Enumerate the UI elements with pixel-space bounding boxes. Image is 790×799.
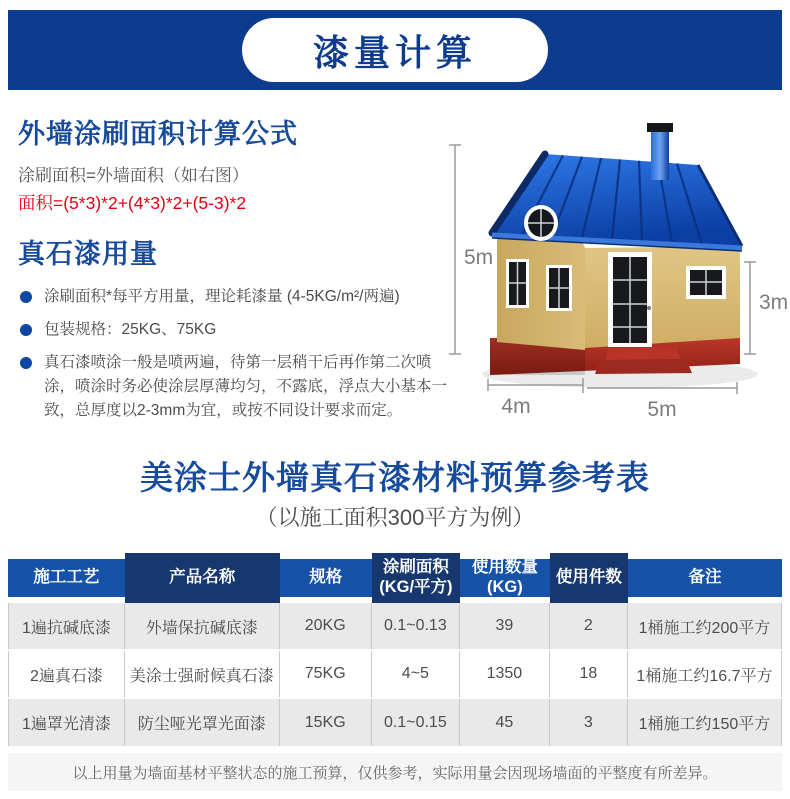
- front-window: [686, 266, 726, 299]
- formula-note: 涂刷面积=外墙面积（如右图）: [18, 166, 249, 185]
- table-header-row: [8, 553, 782, 603]
- formula-equation: 面积=(5*3)*2+(4*3)*2+(5-3)*2: [18, 193, 247, 213]
- bullet-item: 包装规格：25KG、75KG: [18, 318, 448, 342]
- footnote-text: 以上用量为墙面基材平整状态的施工预算，仅供参考，实际用量会因现场墙面的平整度有所差异。: [72, 764, 718, 782]
- dim-label-height: 5m: [464, 246, 494, 269]
- header-cell-process: 施工工艺: [8, 559, 125, 597]
- table-cell: 1350: [460, 651, 550, 697]
- gable-window: [506, 259, 529, 308]
- budget-table-title: 美涂士外墙真石漆材料预算参考表: [140, 459, 650, 496]
- chimney-cap: [647, 123, 673, 132]
- table-cell: 1遍抗碱底漆: [8, 603, 125, 649]
- table-cell: 39: [460, 603, 550, 649]
- header-cell-coverage: 涂刷面积 (KG/平方): [372, 553, 460, 603]
- table-cell: 1桶施工约200平方: [628, 603, 782, 649]
- table-cell: 外墙保抗碱底漆: [125, 603, 280, 649]
- house-illustration: [448, 112, 790, 434]
- table-cell: 1桶施工约150平方: [628, 699, 782, 746]
- header-bar: [8, 10, 782, 90]
- round-window: [524, 205, 558, 241]
- table-cell: 美涂士强耐候真石漆: [125, 651, 280, 697]
- table-cell: 0.1~0.13: [372, 603, 460, 649]
- table-cell: 1桶施工约16.7平方: [628, 651, 782, 697]
- table-cell: 防尘哑光罩光面漆: [125, 699, 280, 746]
- table-row: [8, 651, 782, 699]
- header-cell-remarks: 备注: [628, 559, 782, 597]
- house-step: [605, 347, 681, 360]
- info-column: [18, 112, 448, 432]
- house-step: [595, 359, 692, 374]
- table-cell: 75KG: [280, 651, 372, 697]
- title-pill: [242, 18, 548, 82]
- table-cell: 15KG: [280, 699, 372, 746]
- table-cell: 18: [550, 651, 628, 697]
- table-cell: 3: [550, 699, 628, 746]
- formula-section-heading: 外墙涂刷面积计算公式: [18, 119, 298, 149]
- dim-label-width: 5m: [647, 398, 677, 421]
- header-cell-spec: 规格: [280, 559, 372, 597]
- bullet-list: [18, 285, 448, 423]
- table-row: [8, 699, 782, 746]
- usage-section-heading: 真石漆用量: [18, 239, 158, 269]
- house-svg: [448, 112, 790, 434]
- footnote-bar: [8, 753, 782, 791]
- table-cell: 0.1~0.15: [372, 699, 460, 746]
- gable-window: [546, 265, 572, 311]
- header-cell-quantity: 使用数量 (KG): [460, 559, 550, 597]
- dim-label-wall: 3m: [759, 291, 789, 314]
- table-cell: 20KG: [280, 603, 372, 649]
- table-cell: 4~5: [372, 651, 460, 697]
- bullet-item: 涂刷面积*每平方用量，理论耗漆量 (4-5KG/m²/两遍): [18, 285, 448, 309]
- header-cell-pieces: 使用件数: [550, 553, 628, 603]
- page-title: 漆量计算: [312, 31, 477, 73]
- chimney: [651, 130, 669, 180]
- table-row: [8, 603, 782, 651]
- table-cell: 45: [460, 699, 550, 746]
- header-cell-product: 产品名称: [125, 553, 280, 603]
- table-cell: 2: [550, 603, 628, 649]
- budget-table-subtitle: （以施工面积300平方为例）: [255, 505, 535, 530]
- budget-table: [8, 553, 782, 746]
- front-door: [608, 252, 652, 347]
- table-cell: 1遍罩光清漆: [8, 699, 125, 746]
- table-cell: 2遍真石漆: [8, 651, 125, 697]
- bullet-item: 真石漆喷涂一般是喷两遍，待第一层稍干后再作第二次喷涂，喷涂时务必使涂层厚薄均匀，不露底，浮点大小基本一致，总厚度以2-3mm为宜，或按不同设计要求而定。: [18, 351, 448, 423]
- dim-label-depth: 4m: [501, 395, 531, 418]
